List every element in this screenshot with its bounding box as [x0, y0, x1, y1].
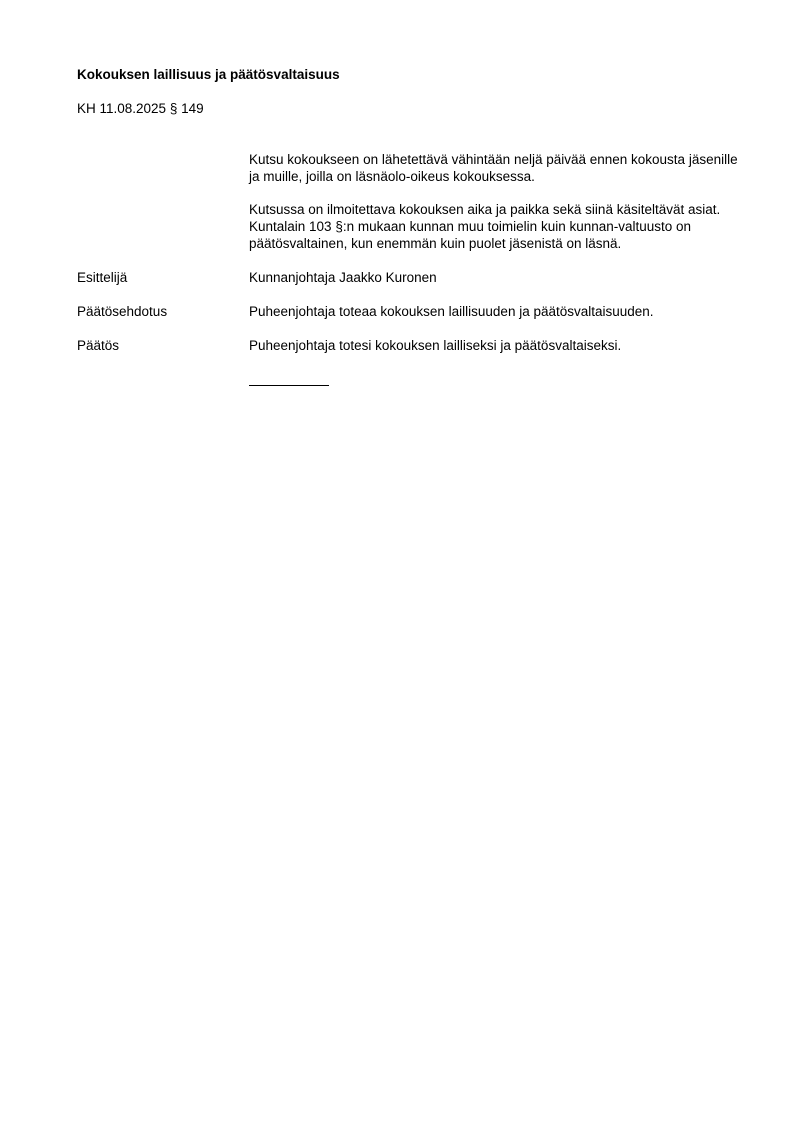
row-label-presenter: Esittelijä	[77, 270, 128, 285]
row-value-decision: Puheenjohtaja totesi kokouksen lailliseksi ja päätösvaltaiseksi.	[249, 338, 622, 353]
end-divider	[249, 385, 329, 386]
body-paragraph-invitation: Kutsu kokoukseen on lähetettävä vähintään neljä päivää ennen kokousta jäsenille ja muille, joilla on läsnäolo-oikeus kokouksessa.	[249, 152, 738, 184]
row-value-presenter: Kunnanjohtaja Jaakko Kuronen	[249, 270, 437, 285]
page-title: Kokouksen laillisuus ja päätösvaltaisuus	[77, 67, 340, 82]
row-value-proposal: Puheenjohtaja toteaa kokouksen laillisuuden ja päätösvaltaisuuden.	[249, 304, 654, 319]
row-label-proposal: Päätösehdotus	[77, 304, 168, 319]
row-label-decision: Päätös	[77, 338, 120, 353]
meeting-reference: KH 11.08.2025 § 149	[77, 101, 204, 116]
body-paragraph-quorum: Kutsussa on ilmoitettava kokouksen aika ja paikka sekä siinä käsiteltävät asiat. Kuntalain 103 §:n mukaan kunnan muu toimielin kuin kunnan-valtuusto on päätösvaltainen, kun enemmän kuin puolet jäsenistä on läsnä.	[249, 202, 721, 251]
